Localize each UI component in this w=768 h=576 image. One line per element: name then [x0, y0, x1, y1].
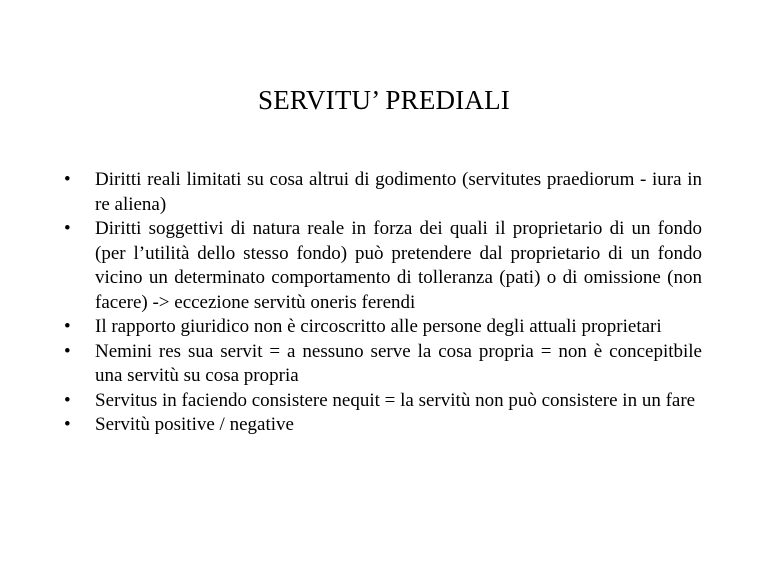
- bullet-text: Servitus in faciendo consistere nequit = la servitù non può consistere in un fare: [95, 389, 696, 411]
- bullet-icon: •: [64, 218, 71, 239]
- slide-title: SERVITU’ PREDIALI: [258, 85, 510, 115]
- bullet-text: Servitù positive / negative: [95, 414, 294, 435]
- bullet-item-3: [62, 315, 702, 340]
- bullet-icon: •: [64, 389, 71, 411]
- bullet-text: Il rapporto giuridico non è circoscritto alle persone degli attuali proprietari: [95, 316, 662, 337]
- bullet-icon: •: [64, 316, 71, 337]
- bullet-text: Diritti soggettivi di natura reale in forza dei quali il proprietario di un fondo (per l’utilità dello stesso fondo) può pretendere dal proprietario di un fondo vicino un determinato comportamento di tolleranza (pati) o di omissione (non facere) -> eccezione servitù oneris ferendi: [95, 218, 702, 313]
- bullet-text: Diritti reali limitati su cosa altrui di godimento (servitutes praediorum - iura in re aliena): [95, 169, 702, 215]
- bullet-text: Nemini res sua servit = a nessuno serve la cosa propria = non è concepitbile una servitù su cosa propria: [95, 340, 702, 386]
- bullet-item-4: [62, 340, 702, 389]
- bullet-icon: •: [64, 414, 71, 435]
- bullet-item-2: [62, 217, 702, 315]
- bullet-item-1: [62, 168, 702, 217]
- bullet-item-5: [62, 389, 702, 414]
- bullet-item-6: [62, 413, 702, 438]
- bullet-icon: •: [64, 340, 71, 362]
- bullet-icon: •: [64, 169, 71, 190]
- bullet-list: [62, 168, 702, 438]
